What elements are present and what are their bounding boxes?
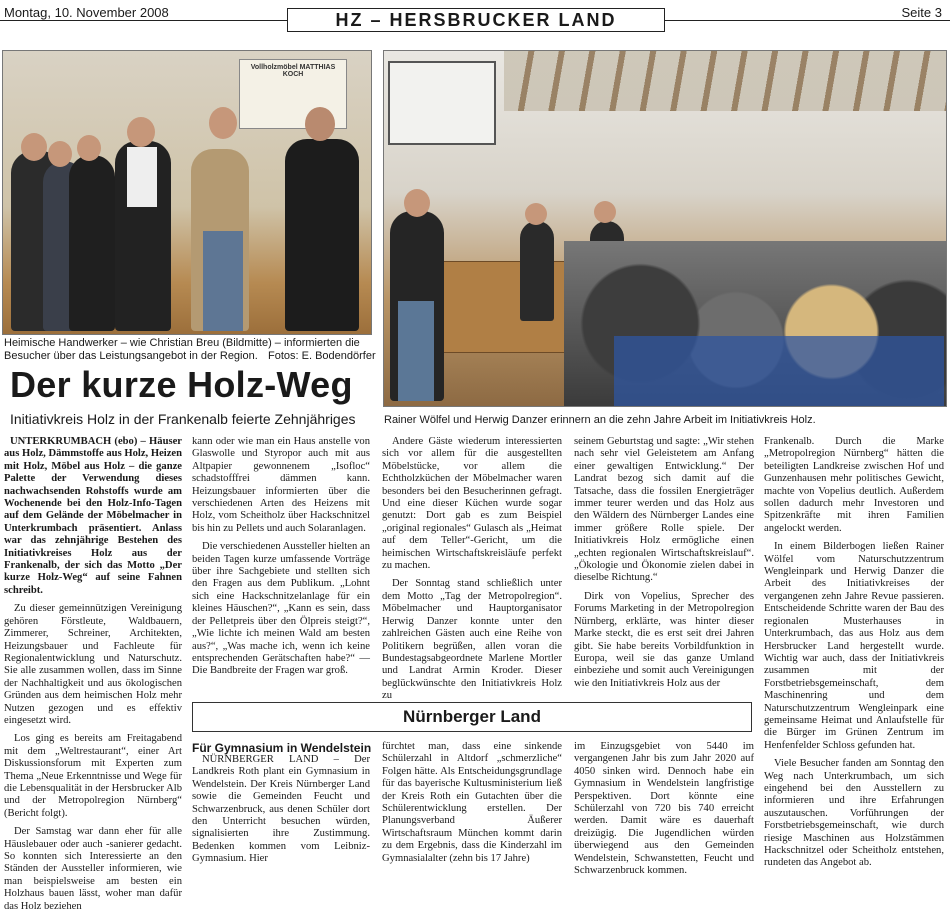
header-date: Montag, 10. November 2008 [4, 5, 169, 20]
article-paragraph: kann oder wie man ein Haus anstelle von Glaswolle und Styropor auch mit aus Altpapier gewonnenem „Isofloc“ schadstofffrei dämmen kann. Heizungsbauer informierten über die verschiedenen Arten des Heizens mit Holz, vom Scheitholz über Hackschnitzel bis hin zu Pellets und auch Solaranlagen. [192, 436, 370, 534]
gymnasium-paragraph: im Einzugsgebiet von 5440 im vergangenen Jahr bis zum Jahr 2020 auf 4050 sinken wird. Dennoch habe ein Gymnasium in Wendelstein langfristige Perspektiven. Dort könnte eine Schülerzahl von 720 bis 740 erreicht werden. Damit wäre es dauerhaft dreizügig. Die Jugendlichen würden überwiegend aus den Gemeinden Wendelstein, Schwanstetten, Feucht und Schwarzenbruck kommen. [574, 741, 754, 877]
article-paragraph: In einem Bilderbogen ließen Rainer Wölfel vom Naturschutzzentrum Wengleinpark und Herwig Danzer die Arbeit des Initiativkreises der vergangenen zehn Jahre Revue passieren. Entscheidende Schritte waren der Bau des regionalen Musterhauses in Unterkrumbach, das aus Holz aus dem Hersbrucker Land hergestellt wurde. Wichtig war auch, dass der Initiativkreis zusammen mit der Forstbetriebsgemeinschaft, dem Maschinenring und dem Naturschutzzentrum Wengleinpark eine gemeinsame Heimat und Anlaufstelle für die Bürger im Grünen Zentrum im Henfenfelder Schloss gefunden hat. [764, 541, 944, 751]
nuernberger-land-banner: Nürnberger Land [192, 702, 752, 732]
article-paragraph: Andere Gäste wiederum interessierten sich vor allem für die ausgestellten Möbelstücke, vor allem die Echtholzküchen der Möbelmacher waren besonders bei den Besucherinnen gefragt. Und eine dieser Küchen wurde sogar genutzt: Dort gab es zum Beispiel „original regionales“ Gulasch als „Heimat auf dem Teller“-Gericht, um die heimischen Wirtschaftskreisläufe perfekt zu machen. [382, 436, 562, 572]
person-head [594, 201, 616, 223]
article-paragraph: Die verschiedenen Aussteller hielten an beiden Tagen kurze umfassende Vorträge über ihre Sachgebiete und stellten sich den Fragen aus dem Publikum. „Lohnt sich eine Hackschnitzelanlage für ein kleines Häuschen?“, „Kann es sein, dass der Pelletpreis über den Ölpreis steigt?“, „Wie lichte ich meinen Wald am besten aus?“, „Was mache ich, wenn ich keine entsprechenden Gerätschaften habe?“ — Die Bandbreite der Fragen war groß. [192, 541, 370, 677]
page-number: Seite 3 [901, 5, 942, 20]
article-paragraph: Dirk von Vopelius, Sprecher des Forums Marketing in der Metropolregion Nürnberg, erklärte, was hinter dieser Marke steckt, die es erst seit drei Jahren gibt. Sie habe bereits Vorbildfunktion in Europa, weil sie das ganze Umland einbeziehe und somit auch Vereinigungen wie den Initiativkreis Holz aus der [574, 590, 754, 689]
gymnasium-column-1 [192, 754, 370, 872]
article-paragraph: seinem Geburtstag und sagte: „Wir stehen nach sehr viel Geleistetem am Anfang einer gewaltigen Entwicklung.“ Der Landrat bezog sich damit auf die Tatsache, dass die fossilen Energieträger immer teurer werden und das Holz aus den Wäldern des Nürnberger Landes eine immer größere Rolle spiele. Der Initiativkreis Holz ermögliche einen „echten regionalen Wirtschaftskreislauf“. „Ökologie und Ökonomie zielen dabei in dieselbe Richtung.“ [574, 436, 754, 584]
jeans-detail [203, 231, 243, 331]
article-column-4 [574, 436, 754, 696]
article-column-1 [4, 436, 182, 919]
person-head [127, 117, 155, 147]
article-subtitle: Initiativkreis Holz in der Frankenalb feierte Zehnjähriges [10, 411, 356, 427]
person-head [209, 107, 237, 139]
gymnasium-headline: Für Gymnasium in Wendelstein [192, 741, 372, 755]
article-paragraph: Frankenalb. Durch die Marke „Metropolregion Nürnberg“ hätten die beteiligten Landkreise zwischen Hof und Gunzenhausen mehr politisches Gewicht, machte von Vopelius deutlich. Außerdem sollen dadurch mehr Investoren und Spitzenkräfte mit ihren Familien angelockt werden. [764, 436, 944, 534]
person-head [48, 141, 72, 167]
gymnasium-column-2 [382, 741, 562, 871]
article-paragraph: Zu dieser gemeinnützigen Vereinigung gehören Förstleute, Waldbauern, Zimmerer, Schreiner, Architekten, Heizungsbauer und Fachleute für Regionalentwicklung und Naturschutz. Sie alle zusammen wollen, dass im Sinne der Nachhaltigkeit und aus ökologischen Gründen aus dem heimischen Holz mehr Nutzen gezogen und es effektiv eingesetzt wird. [4, 603, 182, 726]
article-column-5 [764, 436, 944, 876]
person-head [21, 133, 47, 161]
article-column-2 [192, 436, 370, 684]
article-title: Der kurze Holz-Weg [10, 364, 353, 405]
photo1-caption: Heimische Handwerker – wie Christian Breu (Bildmitte) – informierten die Besucher über das Leistungsangebot in der Region. [4, 337, 360, 362]
article-column-3 [382, 436, 562, 709]
person-head [525, 203, 547, 225]
person-silhouette [69, 155, 115, 331]
ceiling-beams [504, 51, 946, 111]
article-paragraph: Der Samstag war dann eher für alle Häuslebauer oder auch -sanierer gedacht. So konnten sich Interessierte an den Ständen der Aussteller informieren, wie man beispielsweise am besten ein Holzhaus bauen lässt, woher man dafür das Holz beziehen [4, 826, 182, 912]
jeans-detail [398, 301, 434, 401]
presentation-photo [383, 50, 947, 407]
lead-paragraph: UNTERKRUMBACH (ebo) – Häuser aus Holz, Dämmstoffe aus Holz, Heizen mit Holz, Möbel aus Holz – die ganze Palette der Verwendung dieses nachwachsenden Rohstoffs wurde am Wochenende bei den Holz-Info-Tagen auf dem Gelände der Möbelmacher in Unterkrumbach präsentiert. Anlass war das zehnjährige Bestehen des Initiativkreises Holz aus der Frankenalb, der sich das Motto „Der kurze Holz-Weg“ auf seine Fahnen schreibt. [4, 436, 183, 596]
person-head [77, 135, 101, 161]
photo2-caption: Rainer Wölfel und Herwig Danzer erinnern an die zehn Jahre Arbeit im Initiativkreis Holz. [384, 414, 816, 426]
chairs-row [614, 336, 944, 406]
article-paragraph: Der Sonntag stand schließlich unter dem Motto „Tag der Metropolregion“. Möbelmacher und Hauptorganisator Herwig Danzer konnte unter den zahlreichen Gästen auch eine Reihe von Politikern begrüßen, allen voran die Bundestagsabgeordnete Marlene Mortler und Landrat Armin Kroder. Dieser beglückwünschte den Initiativkreis Holz zu [382, 578, 562, 702]
section-banner: HZ – HERSBRUCKER LAND [287, 8, 665, 32]
person-silhouette [285, 139, 359, 331]
article-paragraph: Viele Besucher fanden am Sonntag den Weg nach Unterkrumbach, um sich eingehend bei den Ausstellern zu informieren und ihre Erfahrungen auszutauschen. Vorführungen der Forstbetriebsgemeinschaft, wie durch riesige Maschinen aus Holzstämmen Hackschnitzel oder Scheitholz entstehen, rundeten das Angebot ab. [764, 758, 944, 869]
gymnasium-column-3 [574, 741, 754, 883]
person-head [404, 189, 430, 217]
person-head [305, 107, 335, 141]
person-silhouette [520, 221, 554, 321]
article-paragraph: Los ging es bereits am Freitagabend mit dem „Weltrestaurant“, einer Art Diskussionsforum mit Experten zum Thema „Neue Erkenntnisse und Wege für die Lebensqualität in der Hersbrucker Alb und der Metropolregion Nürnberg“ (Bericht folgt). [4, 733, 182, 819]
exhibit-sign-text: Vollholzmöbel MATTHIAS KOCH [250, 64, 336, 78]
photo-credit: Fotos: E. Bodendörfer [264, 350, 376, 363]
shirt-detail [127, 147, 157, 207]
craftsmen-photo [2, 50, 372, 335]
gymnasium-paragraph: fürchtet man, dass eine sinkende Schülerzahl in Altdorf „schmerzliche“ Folgen hätte. Als Entscheidungsgrundlage für das bayerische Kultusministerium ließ der Kreis Roth ein Gutachten über die Schülerentwicklung erstellen. Der Planungsverband Äußerer Wirtschaftsraum München kommt darin zu dem Ergebnis, dass die Kinderzahl im Gymnasialalter (zehn bis 17 Jahre) [382, 741, 562, 864]
projection-screen [388, 61, 496, 145]
gymnasium-paragraph: NÜRNBERGER LAND – Der Landkreis Roth plant ein Gymnasium in Wendelstein. Der Kreis Nürnberger Land sowie die Gemeinden Feucht und Schwarzenbruck, aus denen Schüler dort den Unterricht besuchen würden, signalisierten ihre Zustimmung. Bedenken kommen vom Leibniz-Gymnasium. Hier [192, 754, 370, 865]
